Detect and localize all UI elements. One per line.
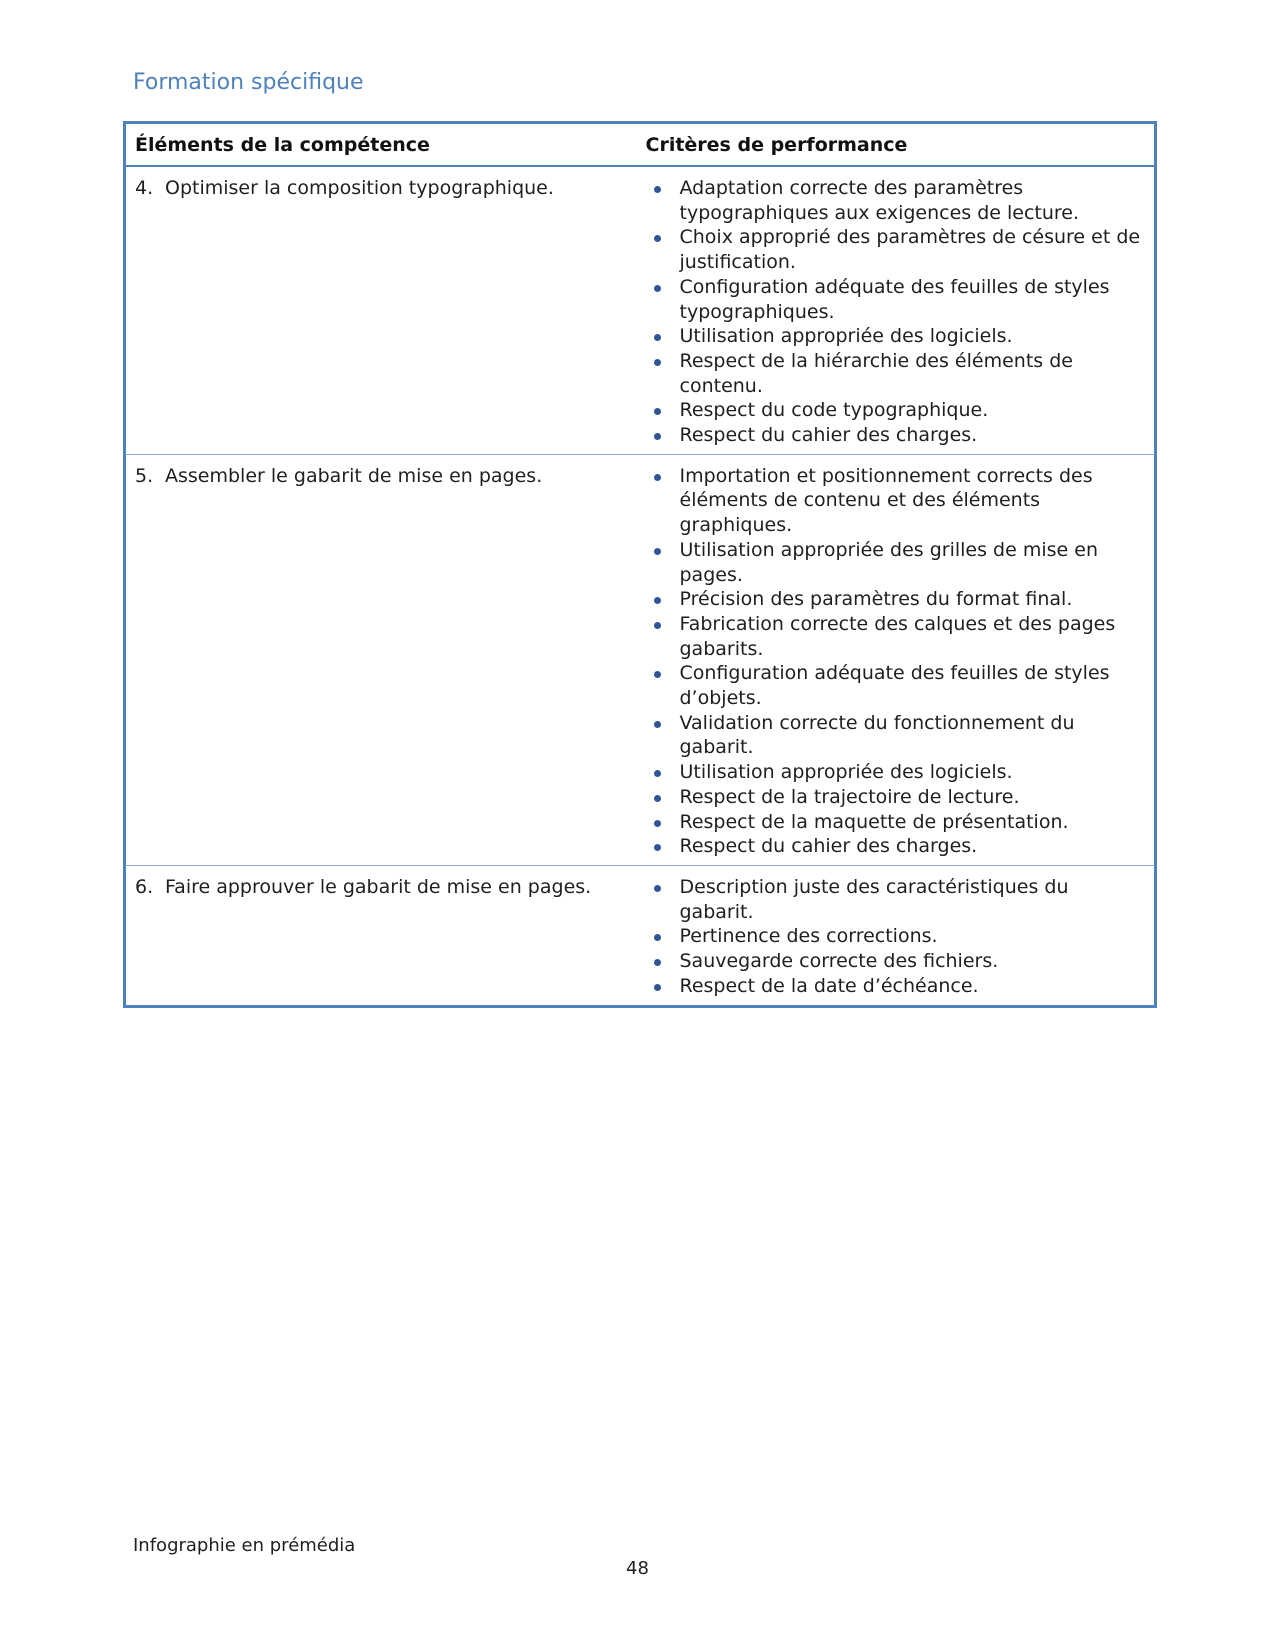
table-row	[125, 166, 1156, 454]
criteria-item: Pertinence des corrections.	[650, 924, 1146, 949]
element-label: Assembler le gabarit de mise en pages.	[165, 464, 543, 487]
element-label: Optimiser la composition typographique.	[165, 177, 554, 199]
criteria-item: Respect de la date d’échéance.	[650, 974, 1146, 999]
criteria-item: Configuration adéquate des feuilles de styles d’objets.	[650, 661, 1146, 710]
table-header-row	[125, 123, 1156, 167]
criteria-item: Respect du cahier des charges.	[650, 423, 1146, 448]
element-label: Faire approuver le gabarit de mise en pages.	[165, 875, 592, 898]
criteria-item: Description juste des caractéristiques du gabarit.	[650, 875, 1146, 924]
criteria-item: Sauvegarde correcte des fichiers.	[650, 949, 1146, 974]
criteria-item: Utilisation appropriée des logiciels.	[650, 760, 1146, 785]
criteria-item: Choix approprié des paramètres de césure et de justification.	[650, 225, 1146, 274]
competency-table	[123, 121, 1157, 1008]
criteria-list	[646, 875, 1146, 999]
criteria-item: Respect du code typographique.	[650, 398, 1146, 423]
criteria-item: Respect de la trajectoire de lecture.	[650, 785, 1146, 810]
element-number: 5.	[135, 464, 154, 487]
criteria-item: Respect de la hiérarchie des éléments de contenu.	[650, 349, 1146, 398]
column-header-elements: Éléments de la compétence	[125, 123, 637, 167]
footer-program: Infographie en prémédia	[133, 1535, 356, 1556]
criteria-cell	[637, 166, 1156, 454]
criteria-item: Fabrication correcte des calques et des pages gabarits.	[650, 612, 1146, 661]
column-header-criteria: Critères de performance	[637, 123, 1156, 167]
criteria-item: Importation et positionnement corrects des éléments de contenu et des éléments graphiques.	[650, 464, 1146, 538]
table-row	[125, 865, 1156, 1006]
criteria-item: Utilisation appropriée des logiciels.	[650, 324, 1146, 349]
element-number: 6.	[135, 875, 154, 898]
criteria-item: Respect du cahier des charges.	[650, 834, 1146, 859]
criteria-list	[646, 464, 1146, 859]
element-cell	[125, 166, 637, 454]
table-row	[125, 454, 1156, 865]
criteria-list	[646, 176, 1146, 448]
element-cell	[125, 865, 637, 1006]
page-title: Formation spécifique	[133, 70, 364, 95]
criteria-cell	[637, 454, 1156, 865]
element-number: 4.	[135, 177, 154, 199]
criteria-item: Utilisation appropriée des grilles de mise en pages.	[650, 538, 1146, 587]
element-cell	[125, 454, 637, 865]
criteria-item: Configuration adéquate des feuilles de styles typographiques.	[650, 275, 1146, 324]
criteria-item: Validation correcte du fonctionnement du gabarit.	[650, 711, 1146, 760]
page-number: 48	[626, 1558, 649, 1579]
criteria-item: Adaptation correcte des paramètres typographiques aux exigences de lecture.	[650, 176, 1146, 225]
criteria-item: Respect de la maquette de présentation.	[650, 810, 1146, 835]
criteria-cell	[637, 865, 1156, 1006]
criteria-item: Précision des paramètres du format final.	[650, 587, 1146, 612]
